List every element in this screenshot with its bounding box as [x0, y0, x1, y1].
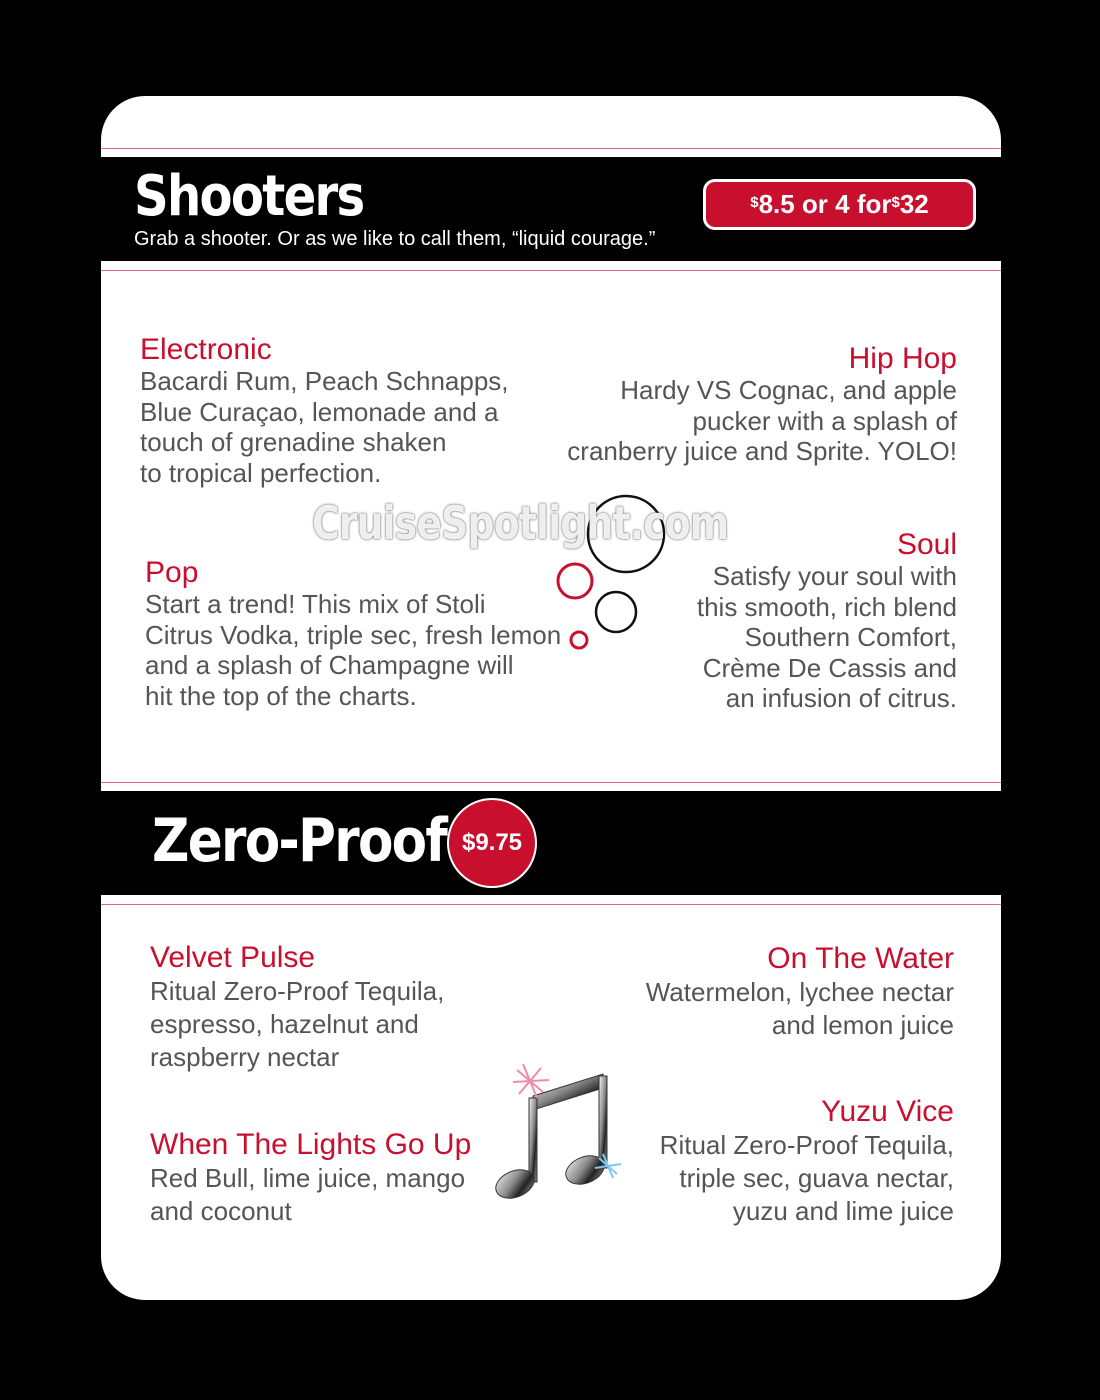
- menu-item-soul: [641, 529, 957, 714]
- desc-line: to tropical perfection.: [140, 457, 382, 488]
- desc-line: and a splash of Champagne will: [145, 650, 514, 680]
- desc-line: pucker with a splash of: [692, 405, 957, 436]
- item-description: [150, 1162, 490, 1228]
- item-name: Hip Hop: [848, 342, 957, 375]
- item-description: [150, 975, 550, 1074]
- music-note-icon: [491, 1058, 626, 1208]
- divider: [101, 148, 1001, 149]
- item-name: Soul: [896, 528, 957, 561]
- menu-card: [101, 96, 1001, 1300]
- shooters-subtitle: Grab a shooter. Or as we like to call them, “liquid courage.”: [134, 228, 656, 250]
- item-name: Velvet Pulse: [150, 941, 316, 974]
- menu-item-electronic: [140, 334, 560, 488]
- desc-line: hit the top of the charts.: [145, 680, 417, 711]
- desc-line: and lemon juice: [771, 1010, 954, 1040]
- currency-symbol: $: [891, 194, 900, 211]
- desc-line: Ritual Zero-Proof Tequila,: [150, 976, 445, 1006]
- menu-item-yuzu-vice: [614, 1095, 954, 1228]
- item-description: [145, 589, 575, 711]
- desc-line: raspberry nectar: [150, 1042, 340, 1072]
- item-description: [641, 561, 957, 714]
- desc-line: Ritual Zero-Proof Tequila,: [659, 1130, 954, 1160]
- divider: [101, 782, 1001, 783]
- divider: [101, 904, 1001, 905]
- item-description: [594, 976, 954, 1042]
- desc-line: Crème De Cassis and: [702, 652, 957, 683]
- item-name: Electronic: [140, 333, 272, 366]
- menu-item-velvet-pulse: [150, 941, 550, 1074]
- zero-proof-title: Zero-Proof: [152, 806, 447, 876]
- item-description: [541, 375, 957, 467]
- desc-line: triple sec, guava nectar,: [679, 1163, 954, 1193]
- desc-line: Citrus Vodka, triple sec, fresh lemon: [145, 619, 562, 650]
- menu-item-hip-hop: [541, 343, 957, 467]
- desc-line: and coconut: [150, 1196, 292, 1226]
- menu-item-pop: [145, 557, 575, 711]
- item-name: When The Lights Go Up: [150, 1128, 472, 1161]
- price-text: 32: [899, 189, 929, 219]
- desc-line: Red Bull, lime juice, mango: [150, 1163, 466, 1193]
- desc-line: Watermelon, lychee nectar: [645, 977, 954, 1007]
- desc-line: Bacardi Rum, Peach Schnapps,: [140, 366, 509, 396]
- desc-line: espresso, hazelnut and: [150, 1009, 419, 1039]
- desc-line: Hardy VS Cognac, and apple: [620, 375, 957, 405]
- zero-proof-header: [101, 791, 1001, 895]
- price-text: 8.5 or 4 for: [758, 189, 892, 219]
- item-name: Yuzu Vice: [821, 1095, 954, 1128]
- shooters-price-badge: [703, 179, 976, 230]
- zero-proof-price-badge: $9.75: [447, 798, 537, 888]
- divider: [101, 270, 1001, 271]
- desc-line: touch of grenadine shaken: [140, 427, 447, 457]
- menu-item-when-the-lights-go-up: [150, 1128, 490, 1228]
- desc-line: Blue Curaçao, lemonade and a: [140, 396, 499, 427]
- item-name: On The Water: [767, 942, 954, 975]
- item-description: [140, 366, 560, 488]
- currency-symbol: $: [750, 194, 759, 211]
- watermark: CruiseSpotlight.com: [312, 496, 729, 550]
- menu-item-on-the-water: [594, 942, 954, 1042]
- desc-line: Satisfy your soul with: [712, 561, 957, 591]
- desc-line: an infusion of citrus.: [725, 683, 957, 713]
- desc-line: yuzu and lime juice: [732, 1196, 954, 1226]
- item-description: [614, 1129, 954, 1228]
- desc-line: cranberry juice and Sprite. YOLO!: [567, 436, 957, 466]
- desc-line: this smooth, rich blend: [696, 591, 957, 622]
- desc-line: Start a trend! This mix of Stoli: [145, 589, 486, 619]
- item-name: Pop: [145, 556, 199, 589]
- shooters-header: [101, 157, 1001, 261]
- desc-line: Southern Comfort,: [744, 622, 957, 652]
- shooters-title: Shooters: [134, 164, 364, 229]
